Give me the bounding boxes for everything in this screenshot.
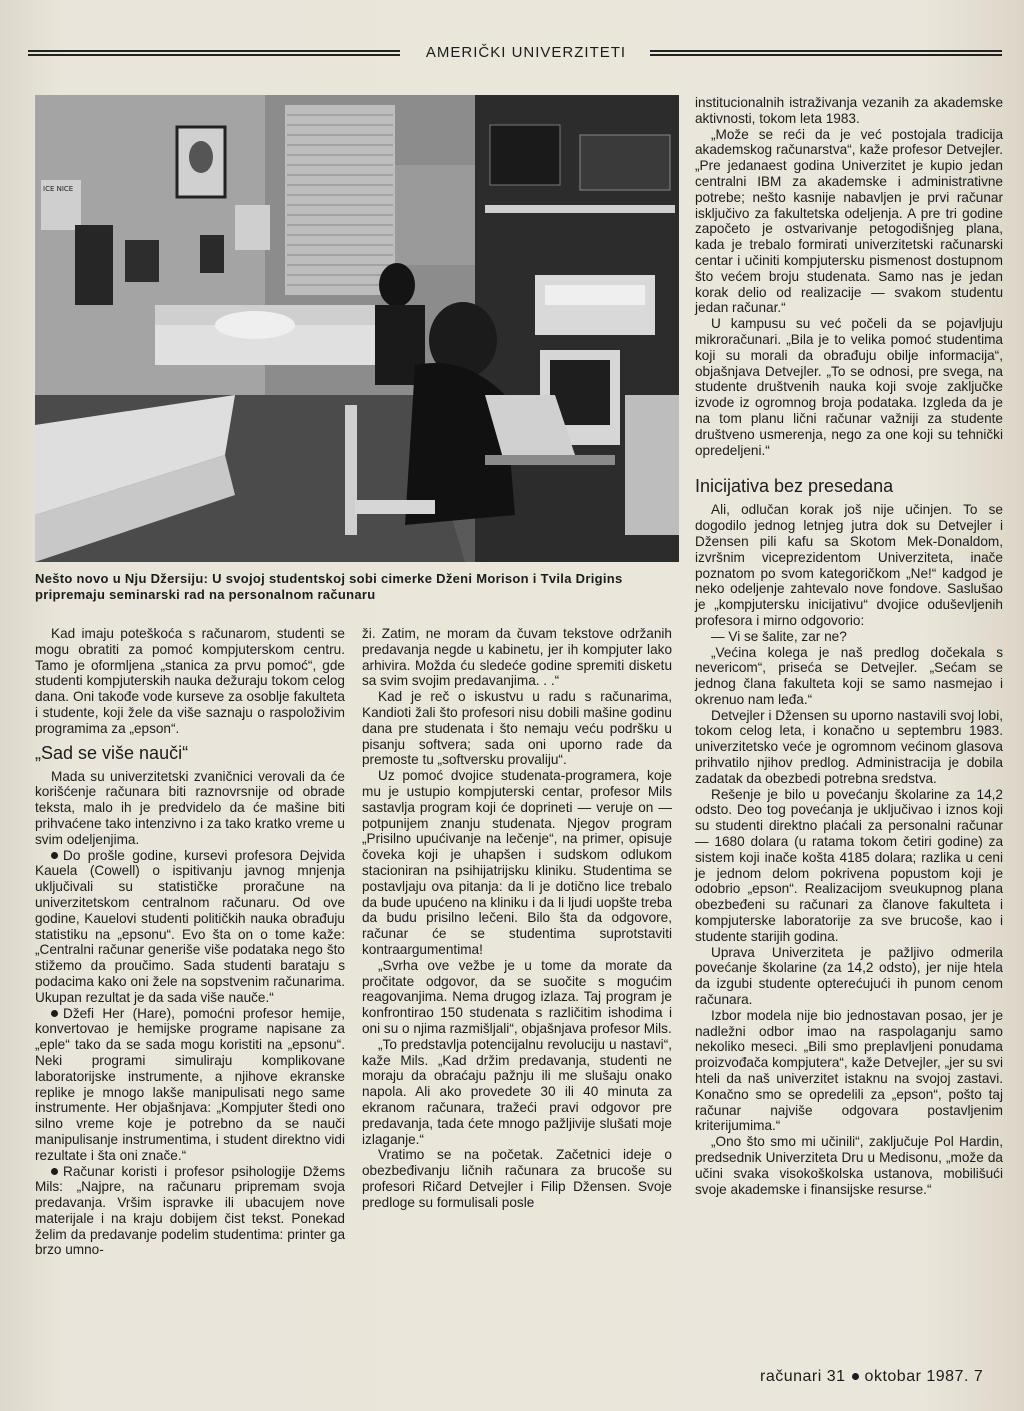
col3-paragraph: Ali, odlučan korak još nije učinjen. To se dogodilo jednog letnjeg jutra dok su Detvejler i Džensen pili kafu sa Skotom Mek-Donaldom, izvršnim viceprezidentom Univerziteta, inače poznatom po svom kategoričkom „Ne!“ kadgod je neko odeljenje zahtevalo nove fondove. Saslušao je „kompjutersku inicijativu“ dvojice oduševljenih profesora i mirno odgovorio: [695, 502, 1003, 628]
col1-paragraph: Kad imaju poteškoća s računarom, studenti se mogu obratiti za pomoć kompjuterskom centru. Tamo je oformljena „stanica za prvu pomoć“, gde studenti kompjuterskih nauka dežuraju tokom celog dana. Oni takođe vode kurseve za osoblje fakulteta i studente, koji žele da više saznaju o raspoloživim programima za „epson“. [35, 626, 345, 736]
col3-paragraph: „Može se reći da je već postojala tradicija akademskog računarstva“, kaže profesor Detvejler. „Pre jedanaest godina Univerzitet je kupio jedan centralni IBM za akademske i administrativne potrebe; nešto kasnije nabavljen je prvi računar isključivo za fakultetska odeljenja. A pre tri godine započeto je ostvarivanje petogodišnjeg plana, kada je trebalo formirati univerzitetski računarski centar i učiniti kompjutersku pismenost dostupnom što većem broju studenata. Samo nas je jedan korak delio od realizacije — svakom studentu jedan računar.“ [695, 126, 1003, 316]
col1-paragraph-text: Računar koristi i profesor psihologije Džems Mils: „Najpre, na računaru pripremam svoja predavanja. Vršim ispravke ili ubacujem nove materijale i na kraju dobijem čist tekst. Ponekad želim da predavanje podelim studentima: printer ga brzo umno- [35, 1163, 345, 1258]
column-3 [695, 95, 1003, 1197]
bullet-icon [51, 852, 58, 859]
col1-bullet-paragraph [35, 848, 345, 1006]
col3-paragraph: „Većina kolega je naš predlog dočekala s nevericom“, priseća se Detvejler. „Sećam se jednog člana fakulteta koji se samo nasmejao i okrenuo nam leđa.“ [695, 644, 1003, 707]
col3-paragraph: institucionalnih istraživanja vezanih za akademske aktivnosti, tokom leta 1983. [695, 95, 1003, 126]
col3-paragraph: Rešenje je bilo u povećanju školarine za 14,2 odsto. Deo tog povećanja je uključivao i iznos koji su studenti direktno plaćali za personalni računar — 1680 dolara (u ratama tokom četiri godine) za sistem koji inače košta 4185 dolara; razlika u ceni je jednom delom pokrivena popustom koji je odobrio „epson“. Realizacijom sveukupnog plana obezbeđeni su računari za članove fakulteta i kompjuterske laboratorije za sve brucoše, kao i studente starijih godina. [695, 786, 1003, 944]
dorm-room-photo [35, 95, 679, 562]
section-title: AMERIČKI UNIVERZITETI [425, 44, 627, 61]
column-2 [362, 626, 672, 1210]
magazine-issue: računari 31 [760, 1368, 846, 1385]
col3-paragraph: U kampusu su već počeli da se pojavljuju mikroračunari. „Bila je to velika pomoć studentima koji su morali da obrađuju obilje informacija“, objašnjava Detvejler. „To se odnosi, pre svega, na studente društvenih nauka koji svoje zaključke izvode iz ogromnog broja podataka. Izgleda da je na tom planu lični računar važniji za studente društveno usmerenja, nego za one koji su tehnički opredeljeni.“ [695, 316, 1003, 458]
col1-bullet-paragraph [35, 1164, 345, 1259]
bullet-icon [51, 1010, 58, 1017]
col3-paragraph: Uprava Univerziteta je pažljivo odmerila povećanje školarine (za 14,2 odsto), jer nije htela da izgubi studente opterećujući ih punom cenom računara. [695, 944, 1003, 1008]
bullet-icon [852, 1373, 859, 1380]
col2-paragraph: Uz pomoć dvojice studenata-programera, koje mu je ustupio kompjuterski centar, profesor Mils sastavlja program koji će doprineti — veruje on — potpunijem znanju studenata. Njegov program „Prisilno upućivanje na lečenje“, na primer, opisuje čoveka koji je uhapšen i sudskom odlukom stacioniran na psihijatrijsku kliniku. Studentima se postavljaju ova pitanja: da li je dotično lice trebalo da bude upućeno na kliniku i da li ljudi uopšte treba da budu prisilno lečeni. Bilo šta da odgovore, računar će se studentima suprotstaviti kontraargumentima! [362, 768, 672, 957]
col1-bullet-paragraph [35, 1006, 345, 1164]
page-footer [760, 1368, 983, 1386]
subheading-inicijativa: Inicijativa bez presedana [695, 476, 894, 497]
col3-paragraph: Izbor modela nije bio jednostavan posao, jer je nadležni odbor imao na raspolaganju samo nekoliko meseci. „Bili smo preplavljeni ponudama proizvođača kompjutera“, kaže Detvejler, „jer su svi hteli da naš univerzitet istaknu na svojoj zastavi. Konačno smo se opredelili za „epson“, pošto taj računar najviše odgovara postavljenim kriterijumima.“ [695, 1007, 1003, 1134]
col1-paragraph-text: Do prošle godine, kursevi profesora Dejvida Kauela (Cowell) o ispitivanju javnog mnjenja uključivali su statističke proračune na univerzitetskom centralnom računaru. Od ove godine, Kauelovi studenti političkih nauka obrađuju statistiku na „epsonu“. Evo šta on o tome kaže: „Centralni računar generiše više podataka nego što stižemo da proučimo. Sada studenti barataju s podacima kako oni žele na sopstvenim računarima. Ukupan rezultat je da sada više nauče.“ [35, 847, 345, 1005]
bullet-icon [51, 1168, 58, 1175]
col2-paragraph: Vratimo se na početak. Začetnici ideje o obezbeđivanju ličnih računara za brucoše su profesori Ričard Detvejler i Filip Džensen. Svoje predloge su formulisali posle [362, 1147, 672, 1210]
header-rule-left [28, 50, 400, 56]
col2-paragraph: Kad je reč o iskustvu u radu s računarima, Kandioti žali što profesori nisu dobili mašine godinu dana pre studenata i što nemaju veću podršku u pisanju softvera; sada oni uporno rade da premoste tu „softversku provaliju“. [362, 689, 672, 768]
photo-illustration [35, 95, 679, 562]
col2-paragraph: „To predstavlja potencijalnu revoluciju u nastavi“, kaže Mils. „Kad držim predavanja, studenti ne moraju da obraćaju pažnju ili me slušaju onako napola. Ali ako provedete 30 ili 40 minuta za ekranom računara, tražeći pravi odgovor pre predavanja, tada ćete mnogo pažljivije slušati moje izlaganje.“ [362, 1036, 672, 1147]
col3-paragraph: Detvejler i Džensen su uporno nastavili svoj lobi, tokom celog leta, i konačno u septembru 1983. univerzitetsko veće je ogromnom većinom glasova prihvatilo njihov predlog. Administracija je dobila zadatak da obezbedi potrebna sredstva. [695, 707, 1003, 786]
col2-paragraph: ži. Zatim, ne moram da čuvam tekstove održanih predavanja negde u kabinetu, jer ih kompjuter lako arhivira. Možda ću sledeće godine spremiti disketu sa svim svojim predavanjima. . .“ [362, 626, 672, 689]
section-header [28, 44, 1002, 66]
issue-date: oktobar 1987. [864, 1368, 969, 1385]
col1-paragraph-text: Džefi Her (Hare), pomoćni profesor hemije, konvertovao je hemijske programe napisane za „eple“ tako da se sada mogu koristiti na „epsonu“. Neki programi simuliraju komplikovane laboratorijske instrumente, a njihove ekranske replike je mnogo lakše manipulisati nego same instrumente. Her objašnjava: „Kompjuter štedi ono silno vreme koje je potrebno da se nauči manipulisanje instrumentima, i student direktno vidi rezultate i šta oni znače.“ [35, 1005, 345, 1163]
col3-paragraph: „Ono što smo mi učinili“, zaključuje Pol Hardin, predsednik Univerziteta Dru u Medisonu, „može da učini svaka visokoškolska ustanova, mobilišući svoje akademske i finansijske resurse.“ [695, 1134, 1003, 1197]
col1-paragraph: Mada su univerzitetski zvaničnici verovali da će korišćenje računara biti raznovrsnije od obrade teksta, malo ih je predvidelo da će mašine biti prihvaćene tako intenzivno i za tako kratko vreme u svim odeljenjima. [35, 768, 345, 847]
poster-text: ICE NICE [43, 185, 74, 193]
page-number: 7 [973, 1368, 984, 1385]
column-1 [35, 626, 345, 1258]
header-rule-right [650, 50, 1002, 56]
col2-paragraph: „Svrha ove vežbe je u tome da morate da pročitate odgovor, da se suočite s mogućim reagovanjima. Nema drugog izlaza. Taj program je konfrontirao 150 studenata s različitim ishodima i oni su o njima razmišljali“, objašnjava profesor Mils. [362, 957, 672, 1036]
photo-caption: Nešto novo u Nju Džersiju: U svojoj studentskoj sobi cimerke Dženi Morison i Tvila Drigins pripremaju seminarski rad na personalnom računaru [35, 571, 623, 602]
subheading-sad-se-vise-nauci: „Sad se više nauči“ [35, 742, 189, 763]
col3-paragraph: — Vi se šalite, zar ne? [711, 628, 847, 644]
